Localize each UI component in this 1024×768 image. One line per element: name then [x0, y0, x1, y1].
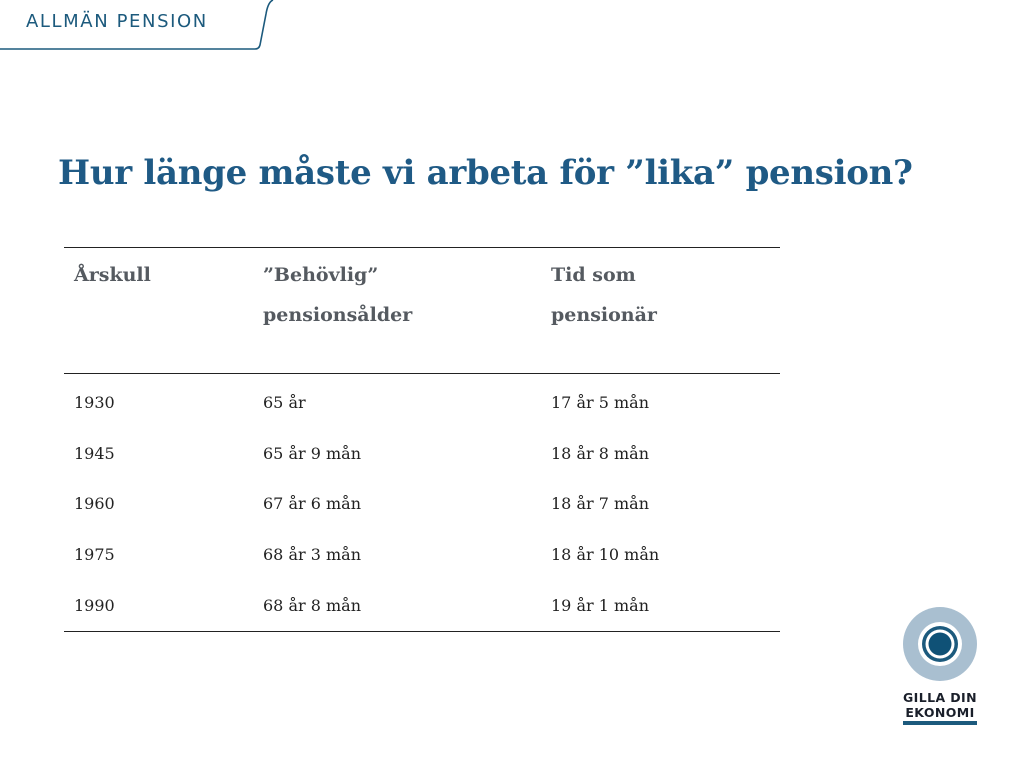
cell-time: 17 år 5 mån [551, 393, 649, 413]
cell-time: 19 år 1 mån [541, 580, 780, 631]
table-header-row [64, 248, 780, 374]
cell-age: 65 år [263, 393, 306, 413]
cell-year: 1975 [74, 545, 115, 565]
table-row [64, 479, 780, 530]
gilla-din-ekonomi-logo [898, 606, 982, 725]
table-row [64, 580, 780, 631]
pension-table [64, 247, 780, 632]
header-tab [0, 0, 280, 52]
header-tid-line1: Tid som [551, 264, 636, 286]
header-tid-line2: pensionär [551, 304, 657, 326]
logo-line2: EKONOMI [905, 705, 975, 720]
cell-age: 68 år 3 mån [263, 545, 361, 565]
pension-table-container [64, 247, 780, 632]
logo-wordmark [898, 690, 982, 720]
logo-line1: GILLA DIN [903, 690, 977, 705]
cell-time: 18 år 8 mån [551, 443, 649, 463]
table-row [64, 374, 780, 429]
page-title: Hur länge måste vi arbeta för ”lika” pension? [58, 153, 913, 193]
cell-year: 1960 [74, 494, 115, 514]
header-arskull-label: Årskull [74, 264, 151, 286]
header-pensionsalder-line1: ”Behövlig” [263, 264, 379, 286]
logo-underline [903, 721, 977, 725]
cell-age: 67 år 6 mån [263, 494, 361, 514]
section-label: ALLMÄN PENSION [26, 11, 208, 32]
header-pensionsalder-line2: pensionsålder [263, 304, 413, 326]
header-pensionsalder [253, 248, 541, 374]
cell-time: 18 år 10 mån [551, 545, 660, 565]
cell-age: 68 år 8 mån [253, 580, 541, 631]
table-row [64, 429, 780, 480]
cell-year: 1930 [74, 393, 115, 413]
header-tid-som-pensionar [541, 248, 780, 374]
cell-age: 65 år 9 mån [263, 443, 361, 463]
table-row [64, 530, 780, 581]
target-icon [902, 606, 978, 682]
cell-year: 1945 [74, 443, 115, 463]
header-arskull [64, 248, 253, 374]
cell-year: 1990 [64, 580, 253, 631]
cell-time: 18 år 7 mån [551, 494, 649, 514]
